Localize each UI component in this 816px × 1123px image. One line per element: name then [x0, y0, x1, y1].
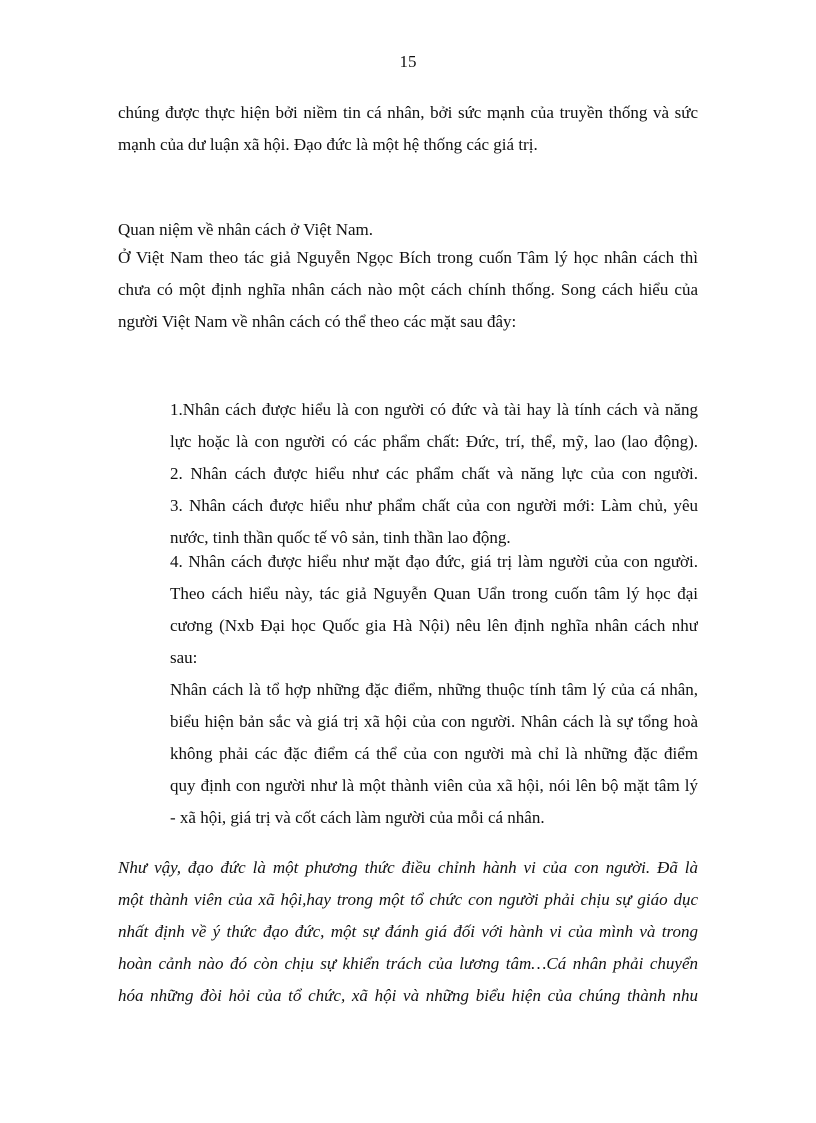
heading-text: Quan niệm về nhân cách ở Việt Nam. — [118, 220, 374, 239]
paragraph-1 — [118, 97, 698, 161]
closing-paragraph-italic — [118, 852, 698, 1012]
paragraph-2 — [118, 242, 698, 338]
paragraph-line: mạnh của dư luận xã hội. Đạo đức là một hệ thống các giá trị. — [118, 135, 538, 154]
paragraph-line: nhất định về ý thức đạo đức, một sự đánh giá đối với hành vi của mình và trong — [118, 922, 698, 941]
list-line: lực hoặc là con người có các phẩm chất: Đức, trí, thể, mỹ, lao (lao động). — [170, 432, 698, 451]
paragraph-line: hóa những đòi hỏi của tổ chức, xã hội và những biểu hiện của chúng thành nhu — [118, 986, 698, 1005]
list-block-2 — [170, 546, 698, 834]
list-line: 2. Nhân cách được hiểu như các phẩm chất và năng lực của con người. — [170, 464, 698, 483]
list-line: sau: — [170, 648, 198, 667]
list-line: biểu hiện bản sắc và giá trị xã hội của con người. Nhân cách là sự tổng hoà — [170, 712, 698, 731]
paragraph-line: một thành viên của xã hội,hay trong một tổ chức con người phải chịu sự giáo dục — [118, 890, 698, 909]
list-block-1 — [170, 394, 698, 554]
list-line: cương (Nxb Đại học Quốc gia Hà Nội) nêu lên định nghĩa nhân cách như — [170, 616, 698, 635]
list-line: 3. Nhân cách được hiểu như phẩm chất của con người mới: Làm chủ, yêu — [170, 496, 698, 515]
list-line: nước, tinh thần quốc tế vô sản, tinh thần lao động. — [170, 528, 511, 547]
list-line: Theo cách hiểu này, tác giả Nguyễn Quan Uẩn trong cuốn tâm lý học đại — [170, 584, 698, 603]
list-line: 4. Nhân cách được hiểu như mặt đạo đức, giá trị làm người của con người. — [170, 552, 698, 571]
list-line: - xã hội, giá trị và cốt cách làm người của mỗi cá nhân. — [170, 808, 545, 827]
paragraph-line: Như vậy, đạo đức là một phương thức điều chỉnh hành vi của con người. Đã là — [118, 858, 698, 877]
list-line: không phải các đặc điểm cá thể của con người mà chỉ là những đặc điểm — [170, 744, 698, 763]
paragraph-line: Ở Việt Nam theo tác giả Nguyễn Ngọc Bích trong cuốn Tâm lý học nhân cách thì — [118, 248, 698, 267]
paragraph-line: chưa có một định nghĩa nhân cách nào một cách chính thống. Song cách hiểu của — [118, 280, 698, 299]
paragraph-line: chúng được thực hiện bởi niềm tin cá nhân, bởi sức mạnh của truyền thống và sức — [118, 103, 698, 122]
paragraph-line: người Việt Nam về nhân cách có thể theo các mặt sau đây: — [118, 312, 517, 331]
list-line: Nhân cách là tổ hợp những đặc điểm, những thuộc tính tâm lý của cá nhân, — [170, 680, 698, 699]
paragraph-line: hoàn cảnh nào đó còn chịu sự khiển trách của lương tâm…Cá nhân phải chuyển — [118, 954, 698, 973]
list-line: 1.Nhân cách được hiểu là con người có đức và tài hay là tính cách và năng — [170, 400, 698, 419]
page-number: 15 — [399, 52, 417, 71]
list-line: quy định con người như là một thành viên của xã hội, nói lên bộ mặt tâm lý — [170, 776, 698, 795]
